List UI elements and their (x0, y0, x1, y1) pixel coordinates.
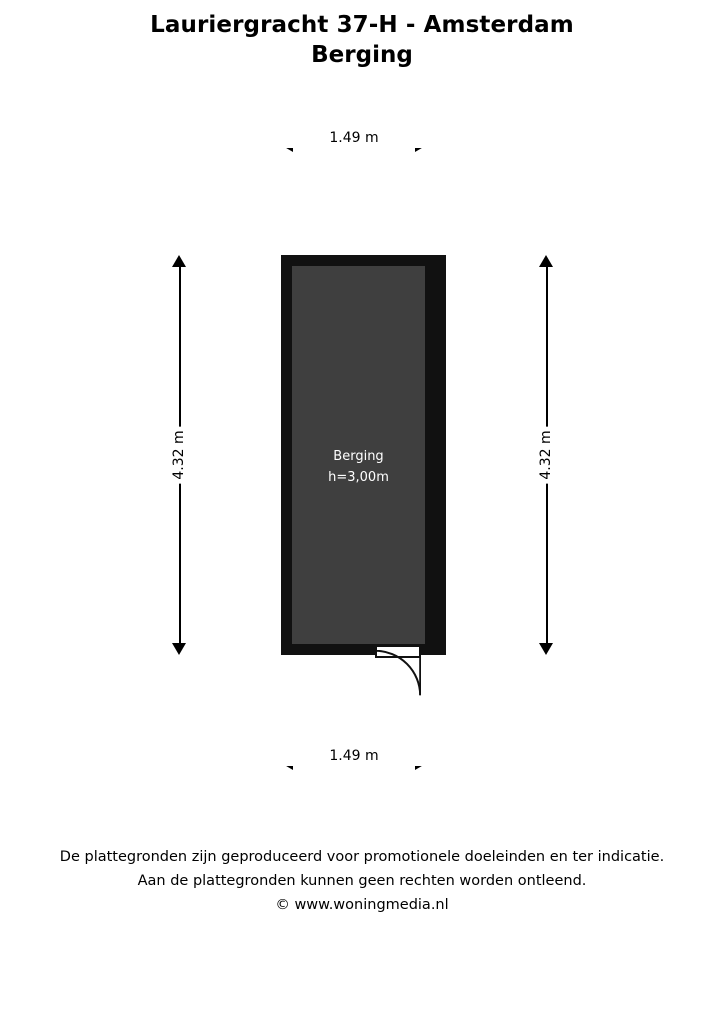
title-address: Lauriergracht 37-H - Amsterdam (150, 12, 574, 38)
dimension-left-label: 4.32 m (168, 426, 190, 483)
footer-line-1: De plattegronden zijn geproduceerd voor promotionele doeleinden en ter indicatie. (59, 849, 665, 865)
room-height-berging: h=3,00m (328, 470, 389, 485)
footer-disclaimer (0, 845, 724, 917)
dimension-top (281, 130, 427, 156)
room-label-berging: Berging (333, 449, 384, 464)
arrow-down-icon (172, 643, 186, 655)
dimension-top-label: 1.49 m (281, 128, 427, 148)
door-swing-icon (375, 650, 421, 696)
arrow-down-icon (539, 643, 553, 655)
dimension-right (535, 255, 557, 655)
title-subject: Berging (311, 42, 413, 68)
dimension-bottom-label: 1.49 m (281, 746, 427, 766)
footer-copyright: © www.woningmedia.nl (275, 897, 449, 913)
dimension-left (168, 255, 190, 655)
footer-line-2: Aan de plattegronden kunnen geen rechten worden ontleend. (137, 873, 587, 889)
dimension-bottom (281, 748, 427, 774)
dimension-right-label: 4.32 m (535, 426, 557, 483)
